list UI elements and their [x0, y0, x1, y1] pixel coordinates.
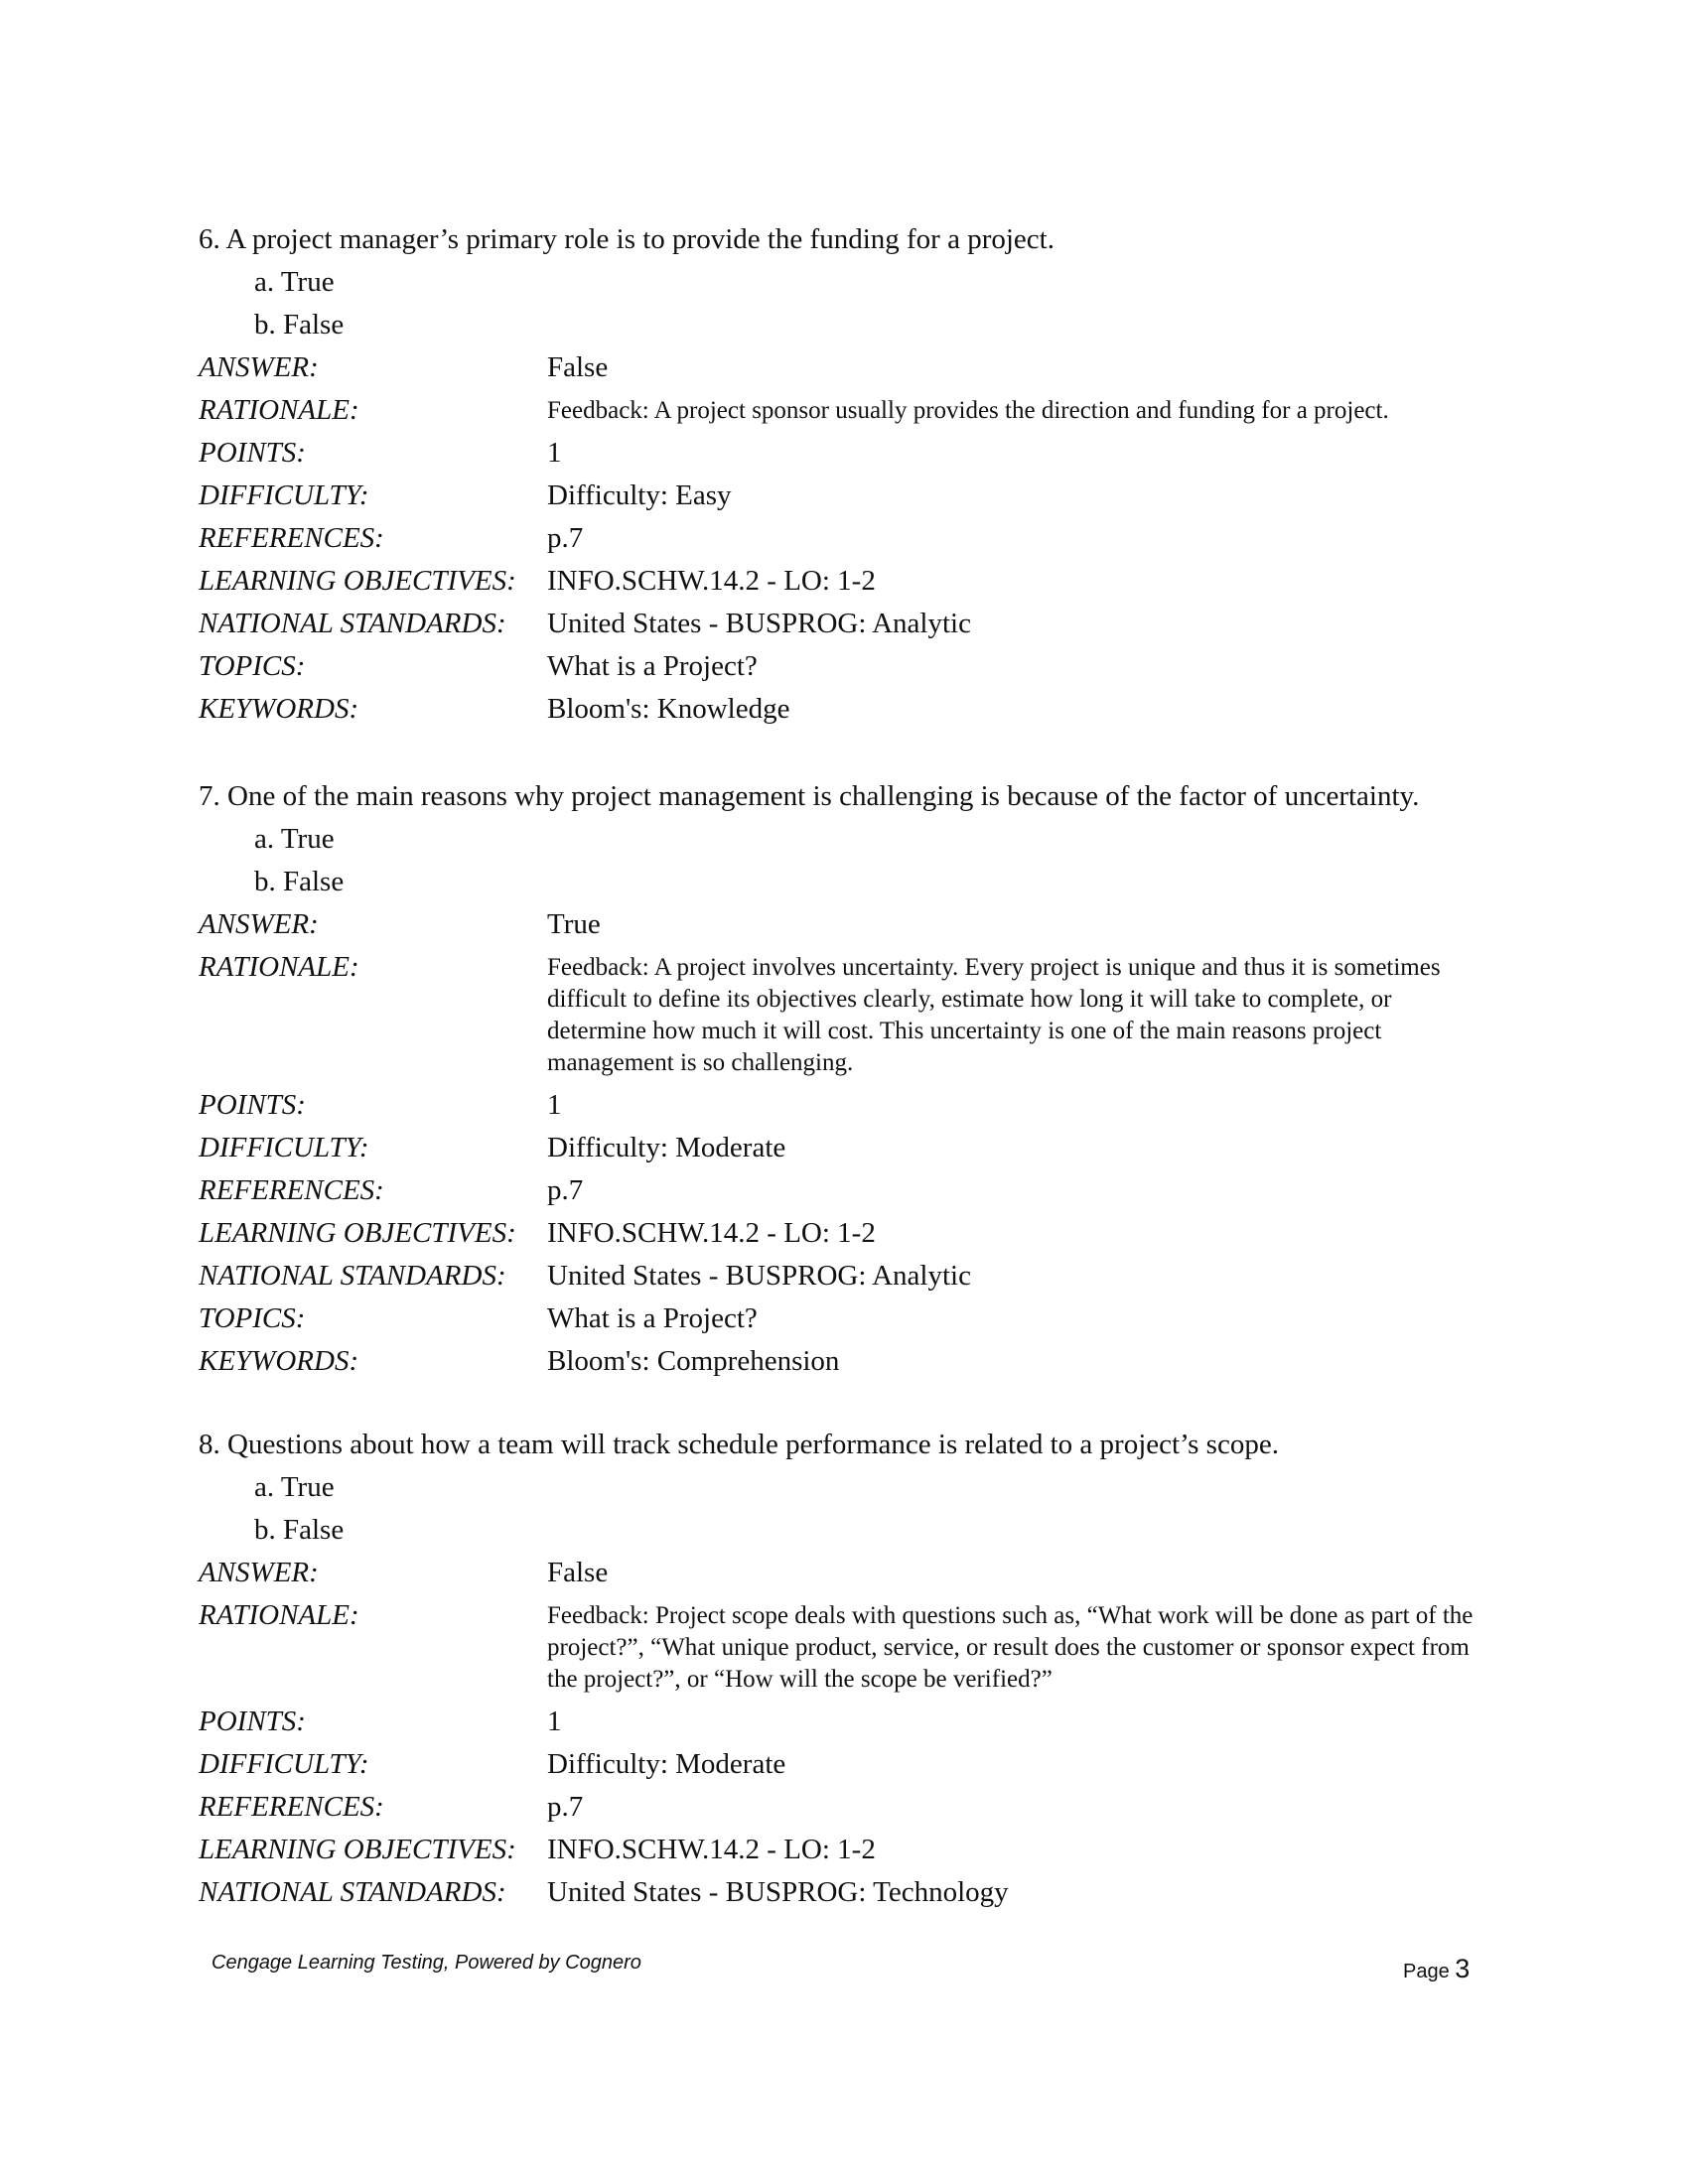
references-label: REFERENCES:	[199, 1791, 384, 1823]
national-standards-label: NATIONAL STANDARDS:	[199, 1876, 506, 1908]
keywords-row	[199, 1340, 1509, 1383]
rationale-row	[199, 946, 1509, 1084]
keywords-label: KEYWORDS:	[199, 693, 359, 725]
references-row	[199, 1786, 1509, 1829]
topics-value: What is a Project?	[547, 1302, 758, 1334]
answer-label: ANSWER:	[199, 908, 319, 940]
page-label: Page	[1403, 1961, 1450, 1982]
question-text: 8. Questions about how a team will track schedule performance is related to a project’s scope.	[199, 1429, 1279, 1460]
option-b: b. False	[254, 1514, 345, 1546]
answer-value: True	[547, 908, 601, 940]
rationale-label: RATIONALE:	[199, 1599, 359, 1631]
national-standards-value: United States - BUSPROG: Technology	[547, 1876, 1009, 1908]
difficulty-value: Difficulty: Easy	[547, 479, 732, 511]
rationale-value: Feedback: A project involves uncertainty. Every project is unique and thus it is sometimes difficult to define its objectives clearly, estimate how long it will take to complete, or determine how much it will cost. This uncertainty is one of the main reasons project management is so challenging.	[547, 954, 1441, 1076]
topics-row	[199, 645, 1509, 688]
difficulty-row	[199, 1127, 1509, 1169]
answer-row	[199, 903, 1509, 946]
rationale-value: Feedback: Project scope deals with questions such as, “What work will be done as part of the project?”, “What unique product, service, or result does the customer or sponsor expect from the project?”, or “How will the scope be verified?”	[547, 1602, 1474, 1693]
national-standards-row	[199, 1871, 1509, 1914]
topics-row	[199, 1297, 1509, 1340]
points-label: POINTS:	[199, 1706, 306, 1737]
references-value: p.7	[547, 1791, 584, 1823]
question-6	[199, 218, 1509, 731]
references-row	[199, 517, 1509, 560]
difficulty-row	[199, 475, 1509, 517]
option-b: b. False	[254, 866, 345, 897]
difficulty-label: DIFFICULTY:	[199, 1748, 369, 1780]
question-8	[199, 1424, 1509, 1914]
national-standards-value: United States - BUSPROG: Analytic	[547, 608, 971, 639]
page-number-value: 3	[1455, 1954, 1471, 1983]
rationale-value: Feedback: A project sponsor usually provides the direction and funding for a project.	[547, 397, 1389, 424]
page-number	[1403, 1954, 1470, 1984]
points-value: 1	[547, 1706, 562, 1737]
learning-objectives-value: INFO.SCHW.14.2 - LO: 1-2	[547, 1834, 876, 1865]
keywords-value: Bloom's: Comprehension	[547, 1345, 840, 1377]
points-row	[199, 1084, 1509, 1127]
learning-objectives-row	[199, 560, 1509, 603]
learning-objectives-value: INFO.SCHW.14.2 - LO: 1-2	[547, 1217, 876, 1249]
answer-row	[199, 346, 1509, 389]
keywords-row	[199, 688, 1509, 731]
rationale-label: RATIONALE:	[199, 394, 359, 426]
answer-row	[199, 1552, 1509, 1594]
points-row	[199, 432, 1509, 475]
rationale-row	[199, 1594, 1509, 1701]
difficulty-value: Difficulty: Moderate	[547, 1132, 786, 1163]
option-a: a. True	[254, 266, 335, 298]
learning-objectives-label: LEARNING OBJECTIVES:	[199, 565, 516, 597]
option-b: b. False	[254, 309, 345, 341]
references-label: REFERENCES:	[199, 522, 384, 554]
answer-label: ANSWER:	[199, 351, 319, 383]
topics-value: What is a Project?	[547, 650, 758, 682]
points-value: 1	[547, 1089, 562, 1121]
footer-publisher: Cengage Learning Testing, Powered by Cognero	[211, 1952, 641, 1974]
topics-label: TOPICS:	[199, 1302, 306, 1334]
difficulty-value: Difficulty: Moderate	[547, 1748, 786, 1780]
question-text: 7. One of the main reasons why project management is challenging is because of the factor of uncertainty.	[199, 780, 1420, 812]
answer-value: False	[547, 351, 609, 383]
keywords-value: Bloom's: Knowledge	[547, 693, 790, 725]
national-standards-label: NATIONAL STANDARDS:	[199, 608, 506, 639]
points-row	[199, 1701, 1509, 1743]
national-standards-row	[199, 1255, 1509, 1297]
keywords-label: KEYWORDS:	[199, 1345, 359, 1377]
option-a: a. True	[254, 1471, 335, 1503]
learning-objectives-label: LEARNING OBJECTIVES:	[199, 1834, 516, 1865]
answer-label: ANSWER:	[199, 1557, 319, 1588]
points-value: 1	[547, 437, 562, 469]
references-row	[199, 1169, 1509, 1212]
question-7	[199, 775, 1509, 1383]
rationale-label: RATIONALE:	[199, 951, 359, 983]
topics-label: TOPICS:	[199, 650, 306, 682]
learning-objectives-row	[199, 1829, 1509, 1871]
difficulty-label: DIFFICULTY:	[199, 479, 369, 511]
points-label: POINTS:	[199, 1089, 306, 1121]
national-standards-row	[199, 603, 1509, 645]
rationale-row	[199, 389, 1509, 432]
difficulty-label: DIFFICULTY:	[199, 1132, 369, 1163]
learning-objectives-value: INFO.SCHW.14.2 - LO: 1-2	[547, 565, 876, 597]
question-text: 6. A project manager’s primary role is to provide the funding for a project.	[199, 223, 1055, 255]
national-standards-label: NATIONAL STANDARDS:	[199, 1260, 506, 1292]
references-label: REFERENCES:	[199, 1174, 384, 1206]
references-value: p.7	[547, 522, 584, 554]
option-a: a. True	[254, 823, 335, 855]
learning-objectives-row	[199, 1212, 1509, 1255]
difficulty-row	[199, 1743, 1509, 1786]
points-label: POINTS:	[199, 437, 306, 469]
learning-objectives-label: LEARNING OBJECTIVES:	[199, 1217, 516, 1249]
references-value: p.7	[547, 1174, 584, 1206]
answer-value: False	[547, 1557, 609, 1588]
national-standards-value: United States - BUSPROG: Analytic	[547, 1260, 971, 1292]
